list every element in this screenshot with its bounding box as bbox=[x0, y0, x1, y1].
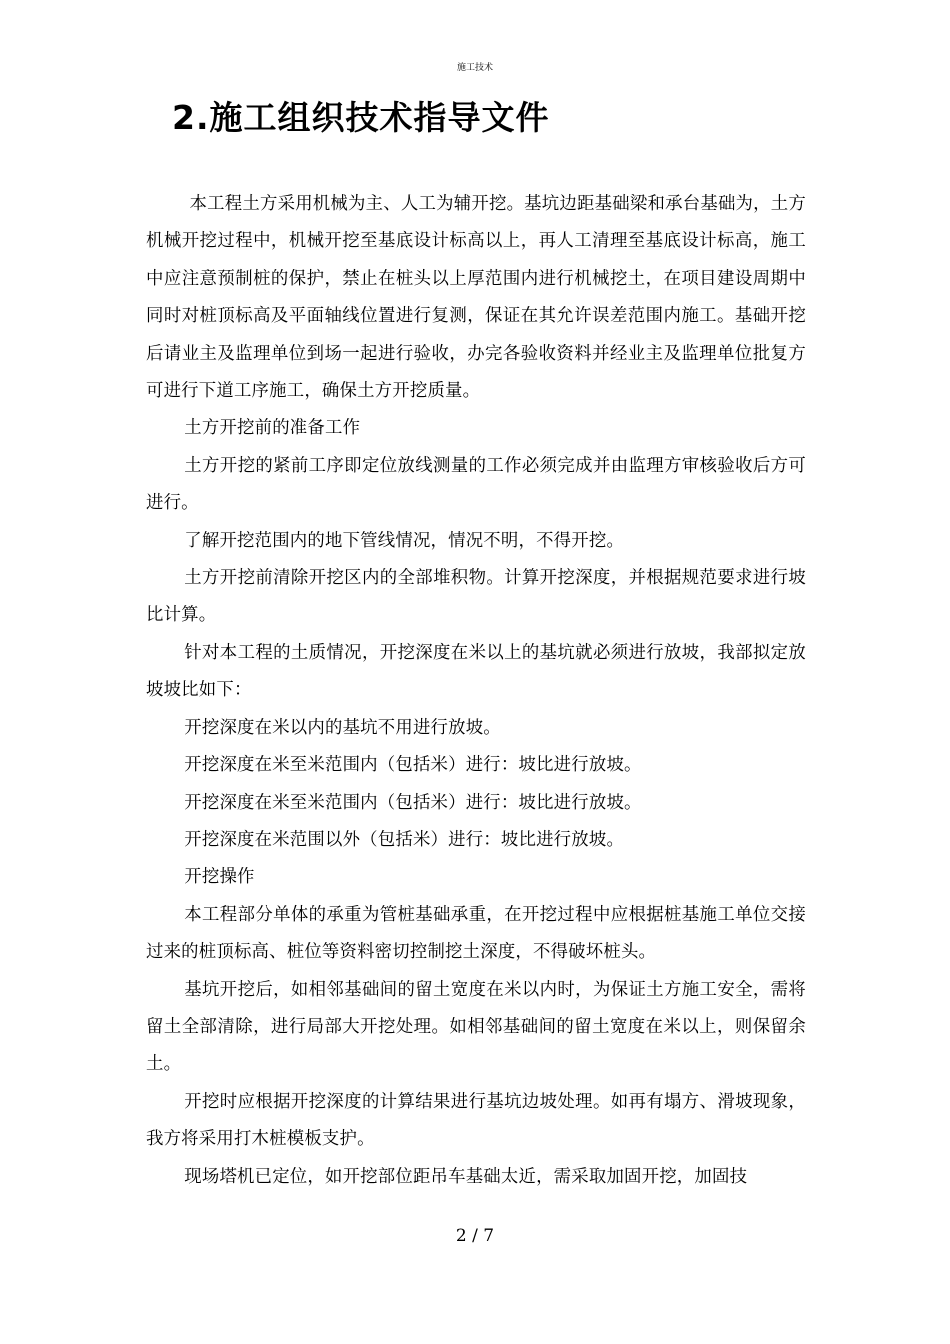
paragraph: 土方开挖前清除开挖区内的全部堆积物。计算开挖深度，并根据规范要求进行坡比计算。 bbox=[146, 568, 806, 626]
document-title: 2.施工组织技术指导文件 bbox=[172, 98, 550, 137]
document-body bbox=[146, 186, 806, 1196]
paragraph: 本工程部分单体的承重为管桩基础承重，在开挖过程中应根据桩基施工单位交接过来的桩顶标高、桩位等资料密切控制挖土深度，不得破坏桩头。 bbox=[146, 904, 806, 963]
paragraph: 现场塔机已定位，如开挖部位距吊车基础太近，需采取加固开挖，加固技 bbox=[184, 1166, 748, 1187]
paragraph: 开挖深度在米至米范围内（包括米）进行：坡比进行放坡。 bbox=[184, 792, 642, 813]
paragraph: 基坑开挖后，如相邻基础间的留土宽度在米以内时，为保证土方施工安全，需将留土全部清除，进行局部大开挖处理。如相邻基础间的留土宽度在米以上，则保留余土。 bbox=[146, 979, 806, 1075]
paragraph: 土方开挖的紧前工序即定位放线测量的工作必须完成并由监理方审核验收后方可进行。 bbox=[146, 455, 806, 514]
page-header: 施工技术 bbox=[456, 63, 493, 73]
paragraph: 开挖时应根据开挖深度的计算结果进行基坑边坡处理。如再有塌方、滑坡现象，我方将采用打木桩模板支护。 bbox=[146, 1091, 806, 1150]
paragraph: 开挖深度在米以内的基坑不用进行放坡。 bbox=[184, 717, 501, 738]
paragraph: 针对本工程的土质情况，开挖深度在米以上的基坑就必须进行放坡，我部拟定放坡坡比如下： bbox=[146, 642, 806, 701]
paragraph-intro: 本工程土方采用机械为主、人工为辅开挖。基坑边距基础梁和承台基础为，土方机械开挖过程中，机械开挖至基底设计标高以上，再人工清理至基底设计标高，施工中应注意预制桩的保护，禁止在桩头以上厚范围内进行机械挖土，在项目建设周期中同时对桩顶标高及平面轴线位置进行复测，保证在其允许误差范围内施工。基础开挖后请业主及监理单位到场一起进行验收，办完各验收资料并经业主及监理单位批复方可进行下道工序施工，确保土方开挖质量。 bbox=[146, 194, 806, 402]
paragraph: 开挖深度在米范围以外（包括米）进行：坡比进行放坡。 bbox=[184, 829, 625, 850]
paragraph: 开挖深度在米至米范围内（包括米）进行：坡比进行放坡。 bbox=[184, 755, 642, 776]
page-number: 2 / 7 bbox=[455, 1226, 495, 1246]
paragraph: 了解开挖范围内的地下管线情况，情况不明，不得开挖。 bbox=[184, 530, 625, 551]
paragraph-heading-preparation: 土方开挖前的准备工作 bbox=[184, 418, 361, 439]
paragraph-heading-operation: 开挖操作 bbox=[184, 867, 255, 888]
